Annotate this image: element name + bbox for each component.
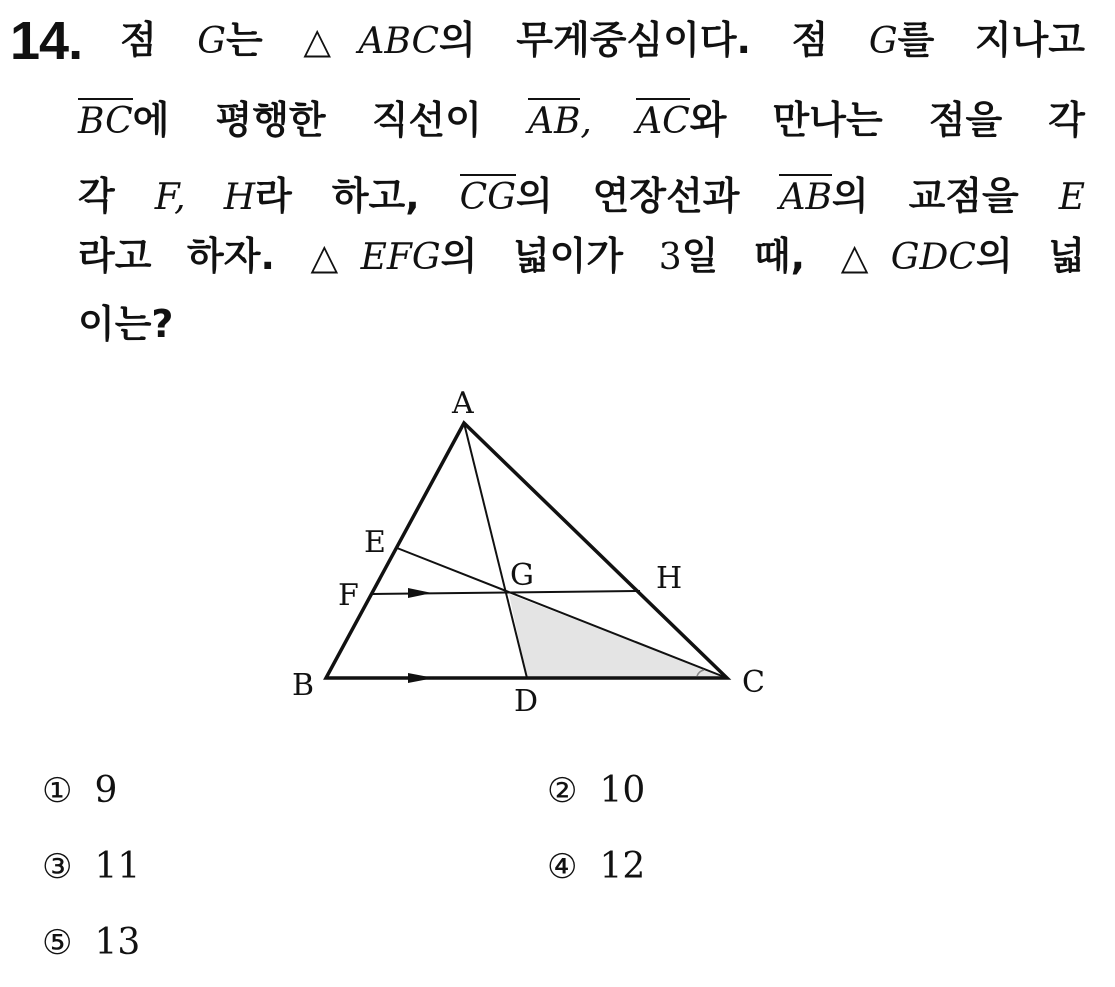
choice-3[interactable]: ③ 11 [42, 846, 141, 887]
question-line-2: BC에 평행한 직선이 AB, AC와 만나는 점을 각 [78, 98, 1085, 142]
arrow-fh [408, 588, 432, 598]
choice-2[interactable]: ② 10 [547, 770, 646, 811]
label-e: E [364, 525, 386, 560]
label-d: D [514, 684, 539, 719]
question-line-5: 이는? [78, 302, 174, 346]
label-c: C [742, 665, 765, 700]
question-number: 14. [10, 11, 83, 71]
question-line-1: 점 G는 △ABC의 무게중심이다. 점 G를 지나고 [120, 18, 1085, 62]
label-f: F [338, 578, 359, 613]
label-h: H [656, 561, 683, 596]
question-line-4: 라고 하자. △EFG의 넓이가 3일 때, △GDC의 넓 [78, 234, 1085, 278]
label-a: A [452, 386, 474, 421]
arrow-bc [408, 673, 434, 683]
question-line-3: 각 F, H라 하고, CG의 연장선과 AB의 교점을 E [78, 174, 1085, 218]
choice-4[interactable]: ④ 12 [547, 846, 646, 887]
choice-5[interactable]: ⑤ 13 [42, 922, 141, 963]
median-ad [464, 423, 527, 678]
label-g: G [510, 558, 534, 593]
choice-1[interactable]: ① 9 [42, 770, 118, 811]
label-b: B [292, 668, 315, 703]
